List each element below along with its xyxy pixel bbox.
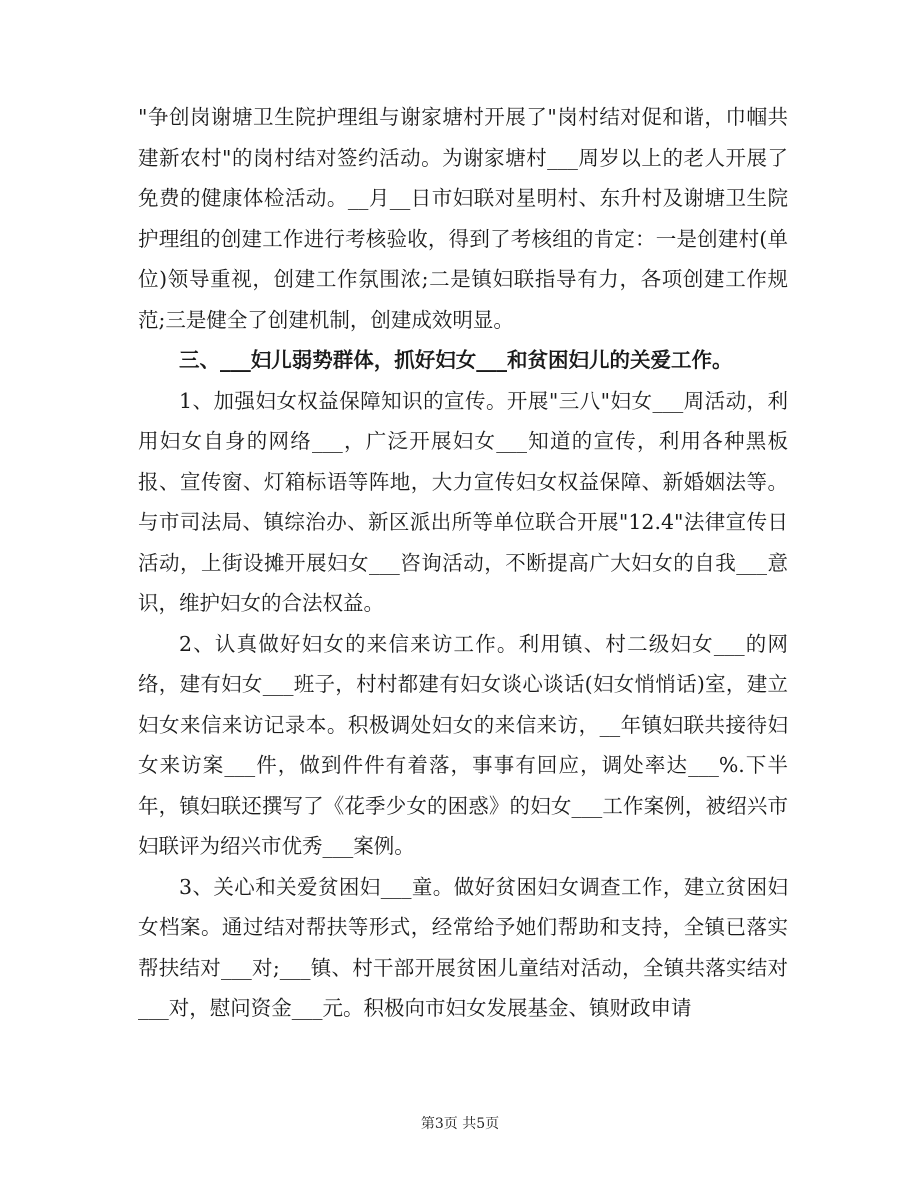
paragraph-continuation: "争创岗谢塘卫生院护理组与谢家塘村开展了"岗村结对促和谐，巾帼共建新农村"的岗村结对签约活动。为谢家塘村___周岁以上的老人开展了免费的健康体检活动。__月__日市妇联对星明村、东升村及谢塘卫生院护理组的创建工作进行考核验收，得到了考核组的肯定：一是创建村(单位)领导重视，创建工作氛围浓;二是镇妇联指导有力，各项创建工作规范;三是健全了创建机制，创建成效明显。	[138, 105, 788, 332]
document-body	[138, 97, 788, 1029]
section-heading: 三、___妇儿弱势群体，抓好妇女___和贫困妇儿的关爱工作。	[179, 348, 733, 372]
paragraph-item-1: 1、加强妇女权益保障知识的宣传。开展"三八"妇女___周活动，利用妇女自身的网络___，广泛开展妇女___知道的宣传，利用各种黑板报、宣传窗、灯箱标语等阵地，大力宣传妇女权益保障、新婚姻法等。与市司法局、镇综治办、新区派出所等单位联合开展"12.4"法律宣传日活动，上街设摊开展妇女___咨询活动，不断提高广大妇女的自我___意识，维护妇女的合法权益。	[138, 388, 788, 615]
paragraph-item-3: 3、关心和关爱贫困妇___童。做好贫困妇女调查工作，建立贫困妇女档案。通过结对帮扶等形式，经常给予她们帮助和支持，全镇已落实帮扶结对___对;___镇、村干部开展贫困儿童结对活动，全镇共落实结对___对，慰问资金___元。积极向市妇女发展基金、镇财政申请	[138, 874, 788, 1020]
paragraph-item-2: 2、认真做好妇女的来信来访工作。利用镇、村二级妇女___的网络，建有妇女___班子，村村都建有妇女谈心谈话(妇女悄悄话)室，建立妇女来信来访记录本。积极调处妇女的来信来访，__年镇妇联共接待妇女来访案___件，做到件件有着落，事事有回应，调处率达___%.下半年，镇妇联还撰写了《花季少女的困惑》的妇女___工作案例，被绍兴市妇联评为绍兴市优秀___案例。	[138, 631, 788, 858]
page-number-footer: 第3页 共5页	[420, 1116, 500, 1132]
